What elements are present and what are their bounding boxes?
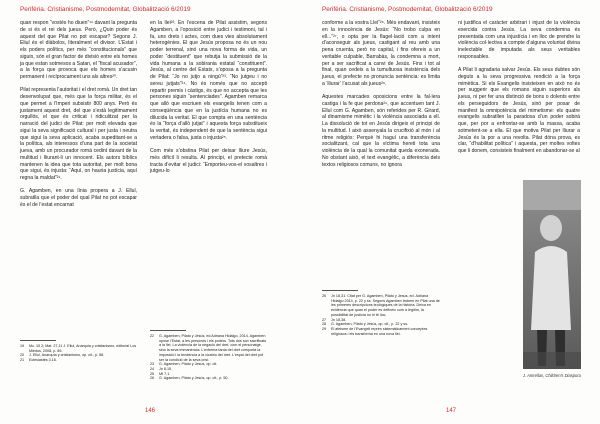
footnote-rule (150, 330, 186, 331)
footnote: 23 G. Agamben, Pilato y Jesús, op. cit. (150, 362, 218, 367)
footnote: 25 Mt 7,1. (150, 371, 171, 376)
paragraph: G. Agamben, en una línia propera a J. Ellul, subratlla que el poder del qual Pilat no pot escapar és el de l’estat encarnat (20, 188, 137, 208)
footnote: 19 Mc. 15 2; Mat. 27,11 J. Eliul, Anarquia y cristianismo, editorial Los Miedos, 2008, p. 89. (20, 344, 137, 353)
footnotes-right (322, 290, 440, 336)
page-number-left: 146 (145, 408, 156, 414)
page-number-right: 147 (446, 408, 457, 414)
footnote: 26 G. Agamben, Pilato y Jesús, op. cit., p. 50. (150, 376, 229, 381)
paragraph: Pilat representa l’autoritat i el dret romà. Un dret tan desenvolupat que, més que la força militar, és el que permet a l’Imperi subsistir 800 anys. Però és justament aquest dret, del que s’està legitimament orgullós, el que és criticat i ridiculitzat per la narració del judici de Pilat: per molt elevada que sigui la seva significació cultural i per justa i neutra que sigui la seva aplicació, acaba supeditant-se a la política, als interessos d’una part de la societat jueva, amb un procurador romà cedint davant de la multitud i lliurant-li un innocent. Els autors bíblics mantenen la idea que tota autoritat, per molt bona que sigui, és injusta: “Aquí, on hauria justícia, aquí regna la maldat”²¹. (20, 87, 137, 181)
paragraph: ni justifica el caràcter arbitrari i injust de la violència exercida contra Jesús. La seva condemna és presentada com una injustícia i en lloc de prendre la violència col·lectiva a compte d’alguna voluntat divina inelectable de imputada als seus veritables responsables. (458, 20, 580, 60)
child-photo-icon (523, 180, 581, 369)
footnote: 27 Jn 18,38. (322, 317, 347, 322)
footnote: 22 G. Agamben, Pilato y Jesús, ed Adriana Hidalgo, 2014. Agamben opose l’Estat, a les persones i els poders. Tots dos són sacrificats a la llei. La violència de la negació del dret, com el personatge, sinó la seva immanència. L’extrema tanta del dret comporta la imposició i la tendència a la cicatriu del dret. L’espai del dret pot ser la condició de la seva crisi. (150, 334, 267, 362)
footnote: 21 Eclesiastès 3,16. (20, 358, 57, 363)
paragraph: Aquestes marcades oposicions entre la fal·lera castiga i la fe que perdona²⁹, que accentuen tant J. Ellul com G. Agamben, són referides per R. Girard, al dinamisme mimètic i la violència associada a ell. La dissolució de tot en Jesús dirigeix el principi de la multitud. I això assenyala la crucifixió al món i al ritme religiós: Perquè hi haguí una transferència socialitzant, cal que la víctima hereti tota una violència de la qual la comunitat queda exonerada. No obstant això, el text evangèlic, a diferència dels textos religiosos comuns, no ignora (322, 94, 440, 168)
footnote: 28 G. Agamben, Pilato y Jesús, op. cit., p. 22 y ss. (322, 322, 409, 327)
footnotes-left-col-2 (150, 330, 267, 381)
footnote: 29 El ateisme de l’Evangeli reprèn sistemàticament conceptes religiosos i els transforma en una nova llei. (322, 326, 428, 336)
photo-caption: J. Amrellas, Children's Diaspora (523, 373, 581, 378)
paragraph: Com més s’obstina Pilat per deixar lliure Jesús, més difícil li resulta. Al principi, el pretecte romà tracta d’evitar el judici: “Emporteu-vos-el vosaltres i jutgeu-lo (150, 148, 267, 175)
footnote: 26 Jn 18,31. Citat per G. Agamben, Pilato y Jesús, ed. Adriana Hidalgo 2014, p. 22 y ss. Segons Agamben trobem en Pilat una de les primeres descripcions teològiques de la història. Deixa en evidència que quan el poder es defineix com a legítim, la possibilitat de justícia no hi té lloc. (322, 294, 440, 317)
footnote-rule (20, 340, 56, 341)
left-page-column-1 (20, 20, 137, 215)
footnote: 20 J. Ellul, Anarquía y cristianismo, op. cit., p. 58. (20, 353, 105, 358)
footnote-rule (322, 290, 358, 291)
footnote: 24 Jn 8,15. (150, 366, 173, 371)
right-page-column-2 (458, 20, 580, 161)
paragraph: en la llei²². En l’escena de Pilat assistim, segons Agamben, a l’oposició entre judici i testimoni, tal i fa, uns drets i actes, com dues vies absolutament heterogènies. El que Jesús proposa no és un nou poder terrenal, sinó una nova forma de vida, un poder “destituent” que rebutja la submissió de la vida humana a la sobirania estatal “constituent”. Jesús, al centre del Estats, s’oposa a la pregunta de Pilat: “Jo no jutjo a ningú”²³. “No jutgeu i no sereu jutjats”²⁴. No és només que no accepti repartir premis i càstigs, és que no accepta que les persones siguin “sentenciades”. Agamben remarca que allò que escriuen els evangelis tenen com a conseqüència que en la justícia humana no es dilucida la veritat. El que compta en una sentència és la “força d’allò jutjat” i aquesta força substitueix la veritat, és independent de que la sentència sigui vertadera o falsa, justa o injusta²⁵. (150, 20, 267, 141)
right-page (300, 0, 600, 424)
paragraph: A Pilat li agradaria salvar Jesús. Els seus dubtes són deguts a la seva progressiva rendició a la força mimètica. Si els Evangelis insisteixen en això no és per suggerir que els romans siguin superiors als jueus, ni per fer una distinció de bons o dolents entre els perseguidors de Jesús, sinó per posar de manifest la omnipotència del mimetisme: els quatre evangelis subratllen la paradoxa d’un poder sobirà que, per por a enfrontar-se amb la massa, acaba sotmetent-se a ella. El que motiva Pilat per lliurar a Jesús és la por a una revolta. Pilat dóna prova, es clar, “d’habilitat política” i aquesta, per moltes voltes que li donem, consisteix finalment en abandonar-se al (458, 67, 580, 154)
paragraph: quan respon “vostès ho diuen”¹⁹ davant la pregunta de si és el rei dels jueus. Però, ¿Quin poder és aquest del que Pilat no pot escapar? Segons J. Eliul és el diàbolos, literalment el divisor. L’Estat i els poders polítics, per més “constitucionals” que siguin, són el gran factor de divisió entre els homes ja que estan sotmesos a Satan, el “fiscal acusador”, a la força que provoca que els homes s’acusin permanent i recíprocament uns als altres²⁰. (20, 20, 137, 80)
right-page-column-1 (322, 20, 440, 175)
footnotes-left-col-1 (20, 340, 137, 363)
paragraph: conforme a la vostra Llei”²⁶. Més endavant, insisteix en la innocència de Jesús: “No trobo culpa en ell...”²⁷, o opta per la flagel·lació com a intent d’aconseguir als jueus, castigant al reu amb una pena cruenta, però no capital, i fins ofereix a un veritable culpable, Barrabàs, la condemna a mort, per a ser sacrificat a canvi de Jesús. Fins i tot al final, quan cedeix a la tumultuosa insistència dels jueus, el prefecte no pronuncia sentència: es limita a ‘lliurar’ l’acusat als jueus²⁸. (322, 20, 440, 87)
running-head-right: Perifèria. Cristianisme, Postmodernitat, Globalització 6/2019 (322, 6, 493, 13)
running-head-left: Perifèria. Cristianisme, Postmodernitat, Globalització 6/2019 (20, 6, 191, 13)
left-page-column-2 (150, 20, 267, 182)
photograph (523, 180, 581, 369)
